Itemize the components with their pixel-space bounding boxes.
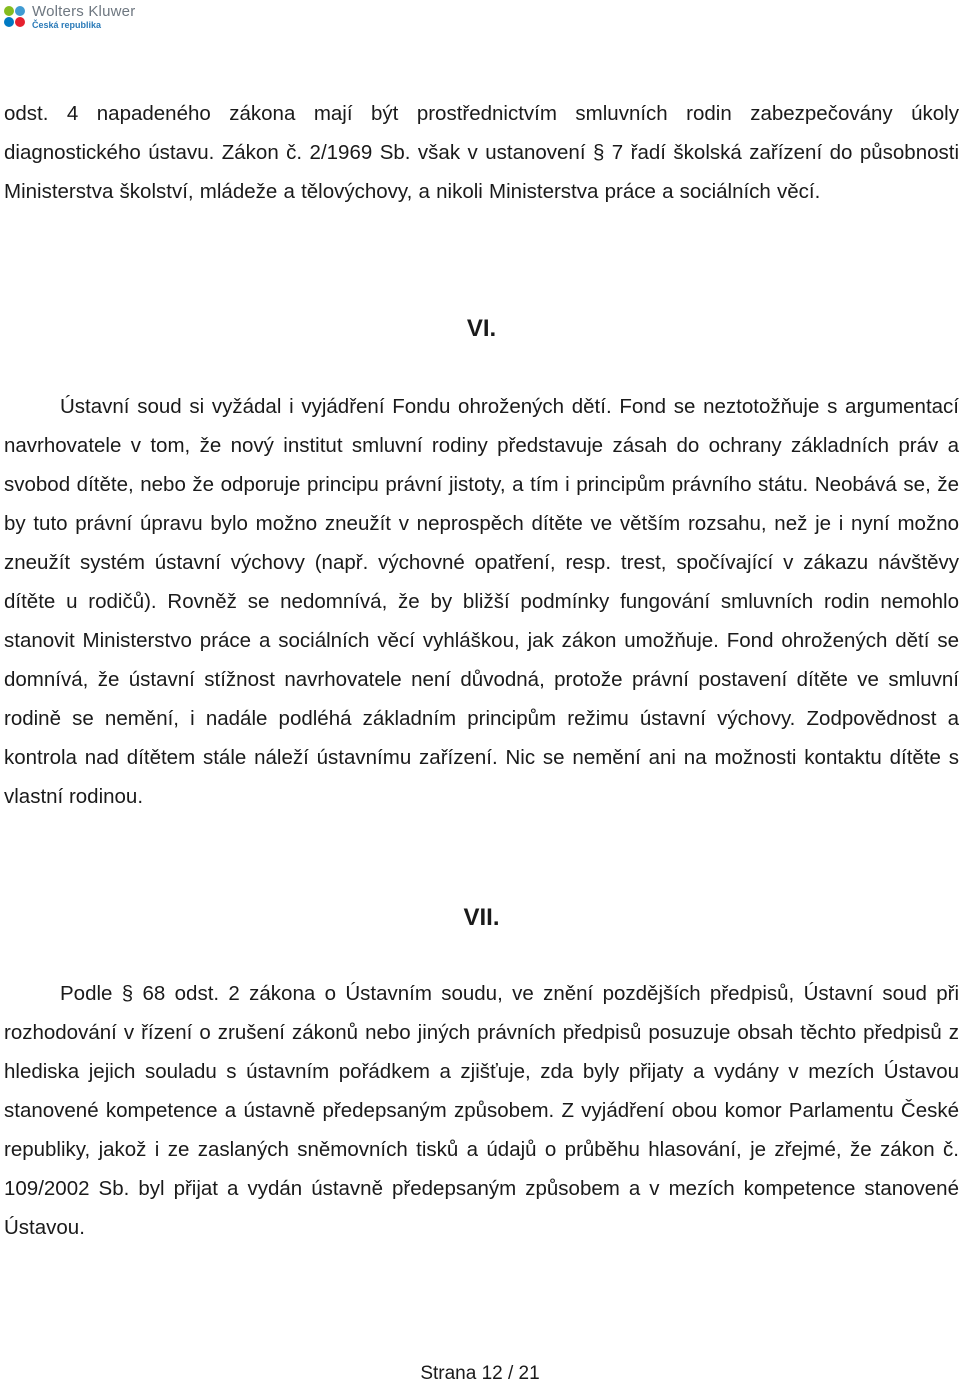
section-heading-vii: VII. — [463, 904, 500, 931]
logo-subtitle: Česká republika — [32, 20, 102, 30]
publisher-logo — [4, 4, 135, 30]
wolters-kluwer-logo-icon — [4, 6, 26, 28]
paragraph-section-vi — [4, 387, 959, 816]
paragraph-section-vii — [4, 974, 959, 1247]
logo-name: Wolters Kluwer — [32, 3, 136, 20]
page-number: Strana 12 / 21 — [420, 1363, 540, 1384]
paragraph-continuation: odst. 4 napadeného zákona mají být prostřednictvím smluvních rodin zabezpečovány úkoly diagnostického ústavu. Zákon č. 2/1969 Sb. však v ustanovení § 7 řadí školská zařízení do působnosti Ministerstva školství, mládeže a tělovýchovy, a nikoli Ministerstva práce a sociálních věcí. — [4, 102, 959, 203]
section-heading-vi: VI. — [466, 315, 497, 342]
paragraph-section-vi-text: Ústavní soud si vyžádal i vyjádření Fondu ohrožených dětí. Fond se neztotožňuje s argumentací navrhovatele v tom, že nový institut smluvní rodiny představuje zásah do ochrany základních práv a svobod dítěte, nebo že odporuje principu právní jistoty, a tím i principům právního státu. Neobává se, že by tuto právní úpravu bylo možno zneužít v neprospěch dítěte ve větším rozsahu, než je i nyní možno zneužít systém ústavní výchovy (např. výchovné opatření, resp. trest, spočívající v zákazu návštěvy dítěte u rodičů). Rovněž se nedomnívá, že by bližší podmínky fungování smluvních rodin nemohlo stanovit Ministerstvo práce a sociálních věcí vyhláškou, jak zákon umožňuje. Fond ohrožených dětí se domnívá, že ústavní stížnost navrhovatele není důvodná, protože právní postavení dítěte ve smluvní rodině se nemění, i nadále podléhá základním principům režimu ústavní výchovy. Zodpovědnost a kontrola nad dítětem stále náleží ústavnímu zařízení. Nic se nemění ani na možnosti kontaktu dítěte s vlastní rodinou. — [4, 395, 959, 808]
paragraph-section-vii-text: Podle § 68 odst. 2 zákona o Ústavním soudu, ve znění pozdějších předpisů, Ústavní soud při rozhodování v řízení o zrušení zákonů nebo jiných právních předpisů posuzuje obsah těchto předpisů z hlediska jejich souladu s ústavním pořádkem a zjišťuje, zda byly přijaty a vydány v mezích Ústavou stanovené kompetence a ústavně předepsaným způsobem. Z vyjádření obou komor Parlamentu České republiky, jakož i ze zaslaných sněmovních tisků a údajů o průběhu hlasování, je zřejmé, že zákon č. 109/2002 Sb. byl přijat a vydán ústavně předepsaným způsobem a v mezích kompetence stanovené Ústavou. — [4, 982, 959, 1239]
document-body — [4, 94, 959, 1247]
